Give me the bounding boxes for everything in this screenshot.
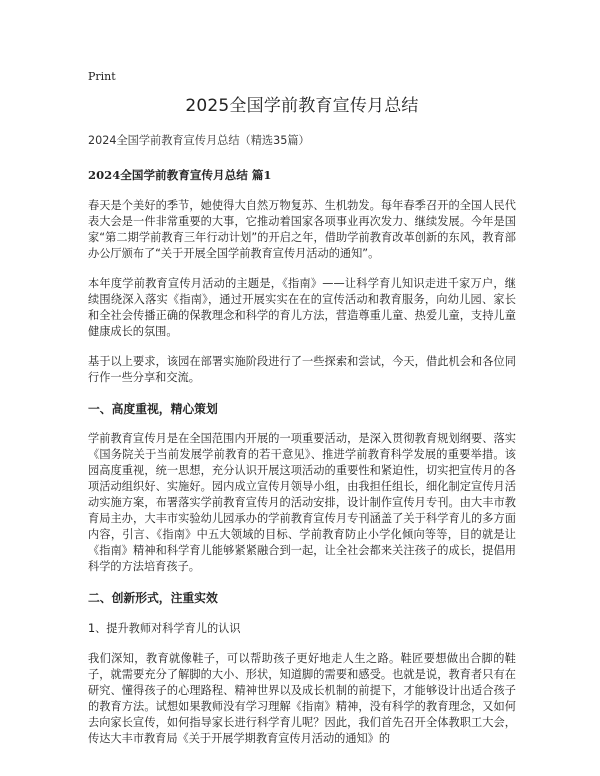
paragraph-4: 学前教育宣传月是在全国范围内开展的一项重要活动，是深入贯彻教育规划纲要、落实《国务院关于当前发展学前教育的若干意见》、推进学前教育科学发展的重要举措。该园高度重视，统一思想，充分认识开展这项活动的重要性和紧迫性，切实把宣传月的各项活动组织好、实施好。园内成立宣传月领导小组，由我担任组长，细化制定宣传月活动实施方案，布署落实学前教育宣传月的活动安排，设计制作宣传月专刊。由大丰市教育局主办，大丰市实验幼儿园承办的学前教育宣传月专刊涵盖了关于科学育儿的多方面内容，引言、《指南》中五大领域的目标、学前教育防止小学化倾向等等，目的就是让《指南》精神和科学育儿能够紧紧融合到一起，让全社会都来关注孩子的成长，提倡用科学的方法培育孩子。: [88, 432, 516, 573]
paragraph-5: 我们深知，教育就像鞋子，可以帮助孩子更好地走人生之路。鞋匠要想做出合脚的鞋子，就需要充分了解脚的大小、形状，知道脚的需要和感受。也就是说，教育者只有在研究、懂得孩子的心理路程、精神世界以及成长机制的前提下，才能够设计出适合孩子的教育方法。试想如果教师没有学习理解《指南》精神，没有科学的教育理念，又如何去向家长宣传，如何指导家长进行科学育儿呢？因此，我们首先召开全体教职工大会，传达大丰市教育局《关于开展学期教育宣传月活动的通知》的: [88, 652, 516, 745]
heading-2: 二、创新形式，注重实效: [88, 591, 218, 605]
subheading-1: 1、提升教师对科学育儿的认识: [88, 622, 241, 635]
document-content: [88, 94, 516, 747]
paragraph-1: 春天是个美好的季节，她使得大自然万物复苏、生机勃发。每年春季召开的全国人民代表大会是一件非常重要的大事，它推动着国家各项事业再次发力、继续发展。今年是国家“第二期学前教育三年行动计划”的开启之年，借助学前教育改革创新的东风，教育部办公厅颁布了“关于开展全国学前教育宣传月活动的通知”。: [88, 199, 516, 260]
print-link[interactable]: Print: [88, 70, 116, 83]
document-subtitle: 2024全国学前教育宣传月总结（精选35篇）: [88, 134, 310, 147]
heading-1: 一、高度重视，精心策划: [88, 402, 218, 416]
section-title: 2024全国学前教育宣传月总结 篇1: [88, 168, 272, 182]
paragraph-3: 基于以上要求，该园在部署实施阶段进行了一些探索和尝试，今天，借此机会和各位同行作一些分享和交流。: [88, 355, 516, 384]
paragraph-2: 本年度学前教育宣传月活动的主题是，《指南》——让科学育儿知识走进千家万户，继续围绕深入落实《指南》，通过开展实实在在的宣传活动和教育服务，向幼儿园、家长和全社会传播正确的保教理念和科学的育儿方法，营造尊重儿童、热爱儿童，支持儿童健康成长的氛围。: [88, 277, 516, 338]
document-title: 2025全国学前教育宣传月总结: [185, 96, 419, 116]
